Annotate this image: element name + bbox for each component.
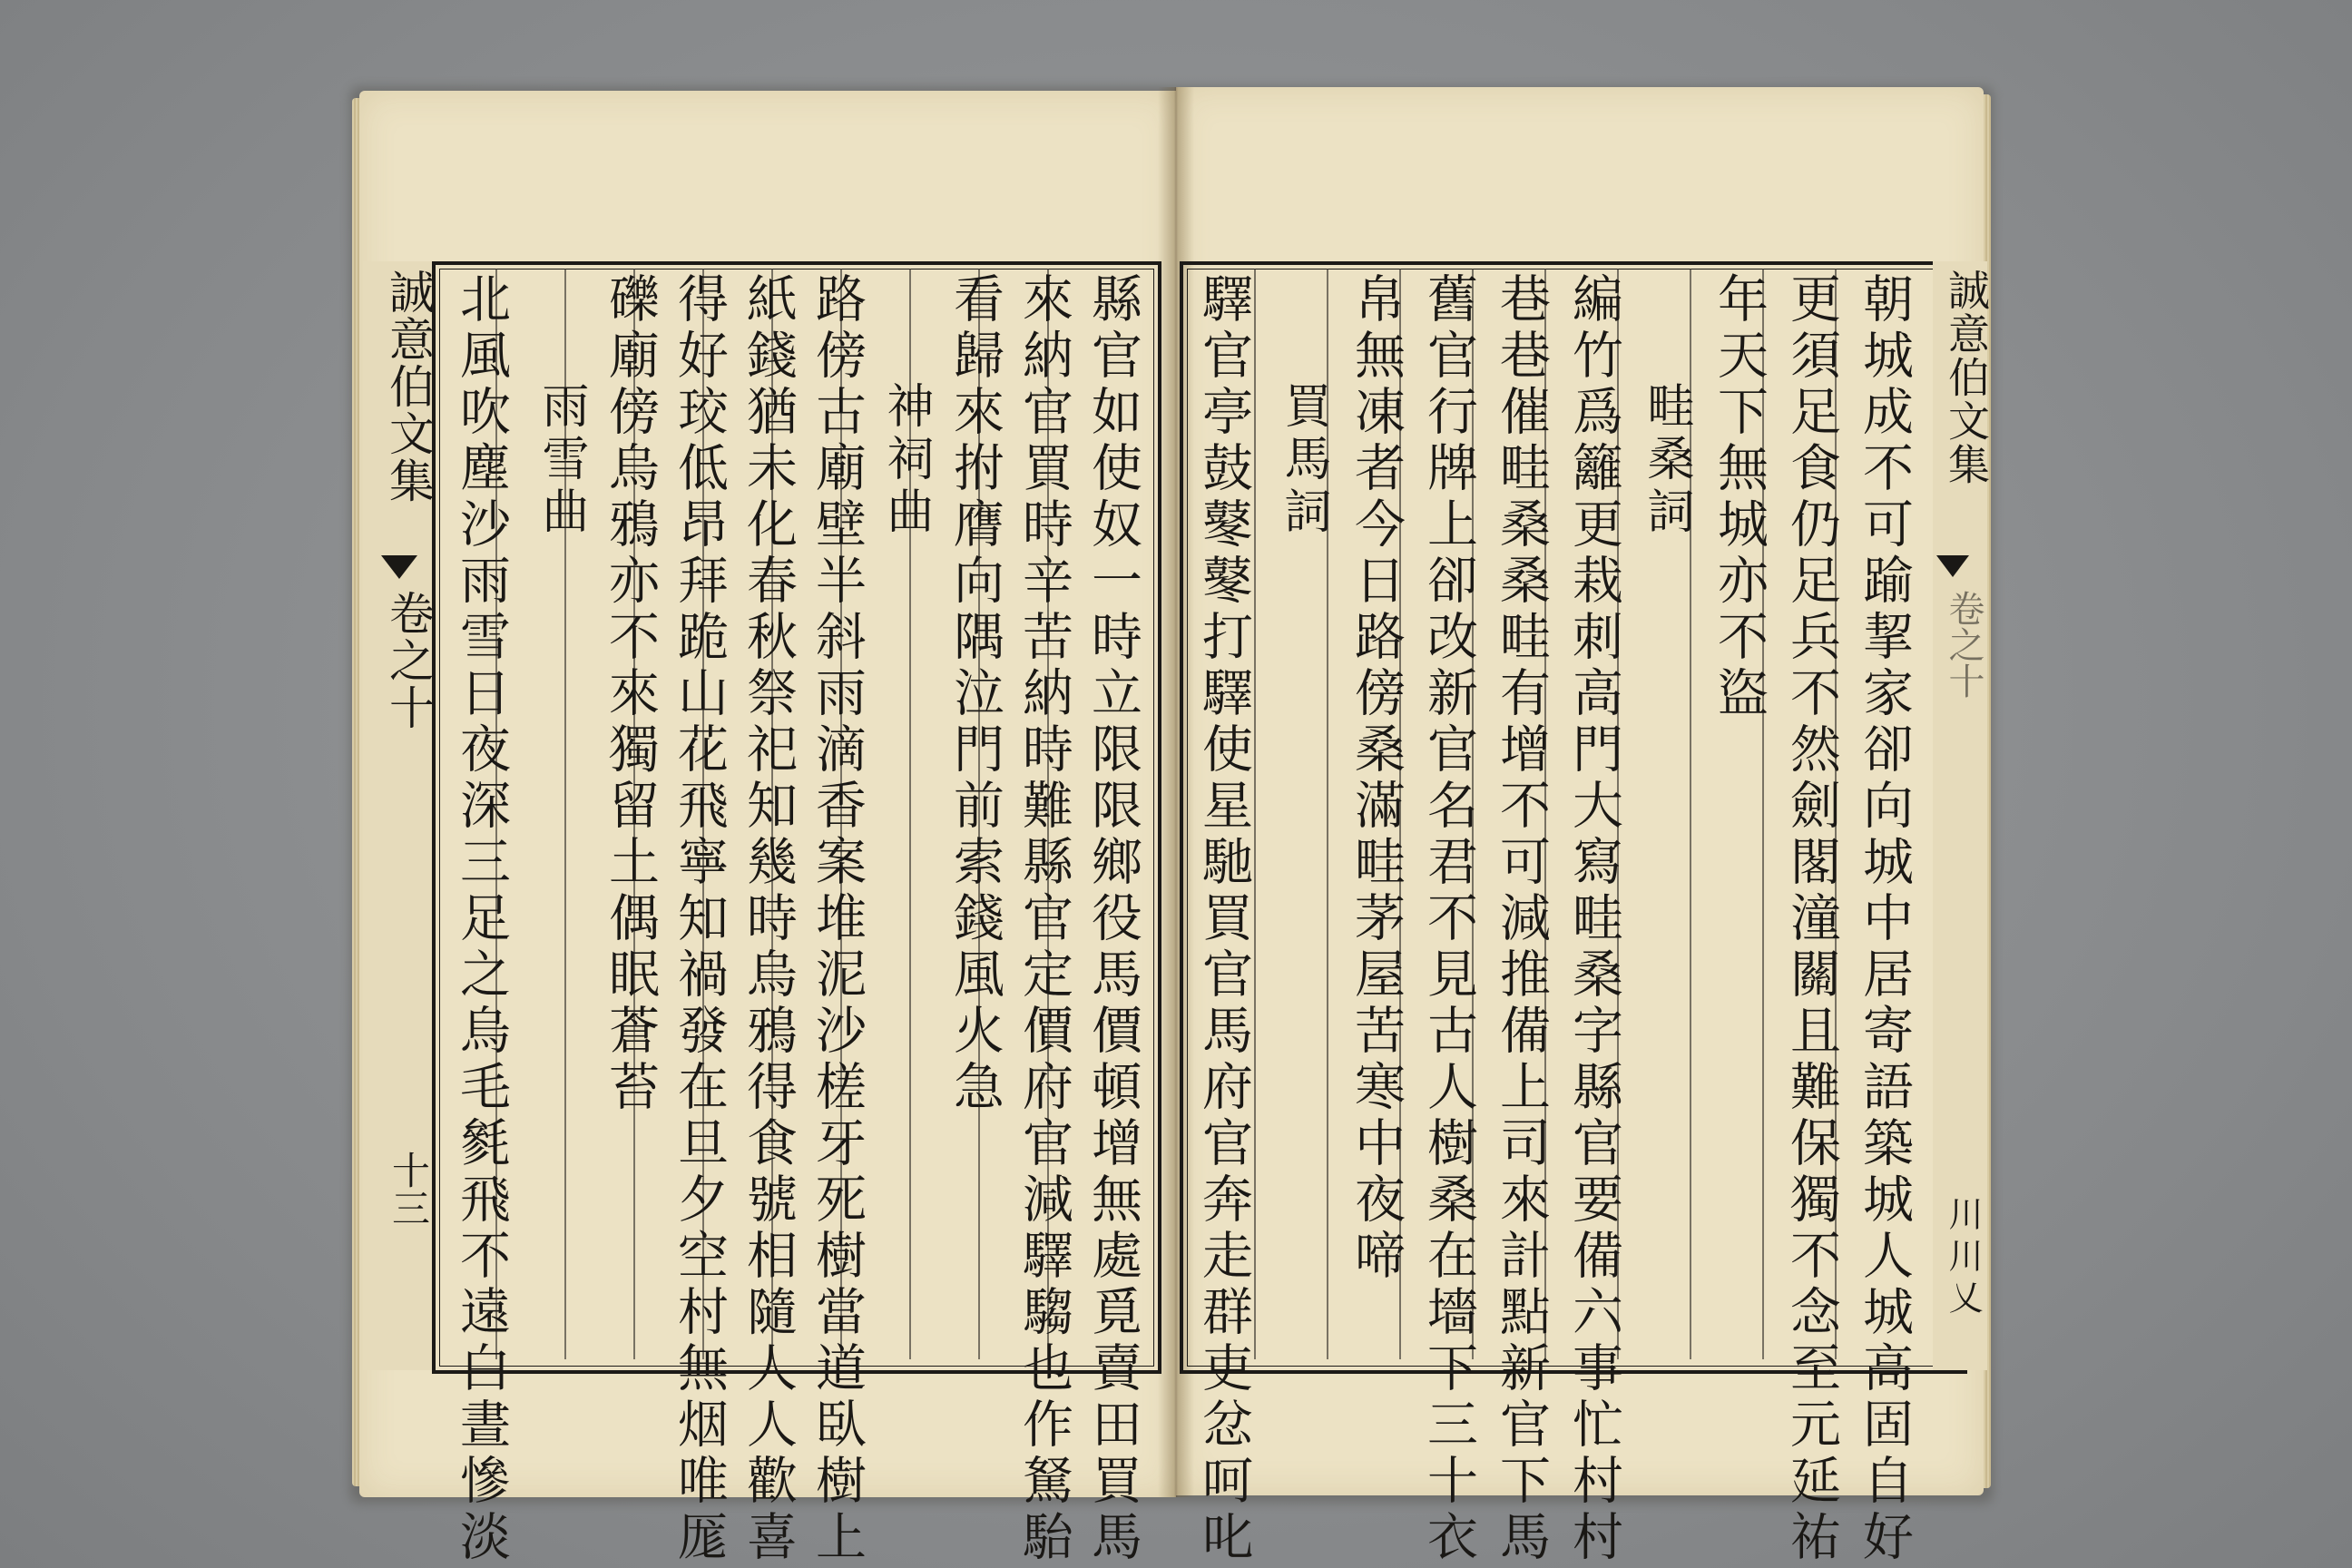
text-column: 礫廟傍烏鴉亦不來獨留土偶眠蒼苔 [601,272,660,1116]
poem-title: 雨雪曲 [534,381,588,539]
text-column: 北風吹塵沙雨雪日夜深三足之烏毛毿飛不遠白晝慘淡 [452,272,511,1566]
text-column: 帛無凍者今日路傍桑滿畦茅屋苦寒中夜啼 [1347,272,1406,1285]
left-banxin-volume: 卷之十 [382,590,435,731]
text-column: 看歸來拊膺向隅泣門前索錢風火急 [946,272,1004,1116]
column-rule [1254,269,1256,1359]
right-margin-note: 川川乂 [1943,1196,1983,1321]
text-column: 舊官行牌上卻改新官名君不見古人樹桑在墻下三十衣 [1419,272,1478,1566]
text-column: 巷巷催畦桑桑畦有增不可減推備上司來計點新官下馬 [1492,272,1551,1566]
text-column: 朝城成不可踰挈家卻向城中居寄語築城人城高固自好 [1855,272,1914,1566]
right-fishtail-mark [1936,555,1969,577]
left-banxin-folio: 十三 [387,1151,431,1227]
right-banxin-volume: 卷之十 [1943,590,1984,699]
text-column: 來納官買時辛苦納時難縣官定價府官減驛騶也作駑駘 [1014,272,1073,1566]
text-column: 編竹爲籬更栽刺高門大寫畦桑字縣官要備六事忙村村 [1564,272,1623,1566]
poem-title: 神祠曲 [878,381,933,539]
left-banxin-title: 誠意伯文集 [382,269,435,505]
text-column: 得好珓低昂拜跪山花飛寧知禍發在旦夕空村無烟唯厖 [670,272,729,1566]
poem-title: 買馬詞 [1276,381,1330,539]
text-column: 更須足食仍足兵不然劍閣潼關且難保獨不念至元延祐 [1782,272,1841,1566]
text-column: 縣官如使奴一時立限限鄉役馬價頓增無處覓賣田買馬 [1083,272,1142,1566]
text-column: 紙錢猶未化春秋祭祀知幾時烏鴉得食號相隨人人歡喜 [739,272,798,1566]
text-column: 驛官亭鼓鼕鼕打驛使星馳買官馬府官奔走群吏忿呵叱 [1194,272,1253,1566]
text-column: 路傍古廟壁半斜雨滴香案堆泥沙槎牙死樹當道臥樹上 [808,272,867,1566]
poem-title: 畦桑詞 [1639,381,1693,539]
right-banxin-title: 誠意伯文集 [1942,269,1991,486]
left-fishtail-mark [381,555,417,579]
text-column: 年天下無城亦不盜 [1710,272,1769,722]
